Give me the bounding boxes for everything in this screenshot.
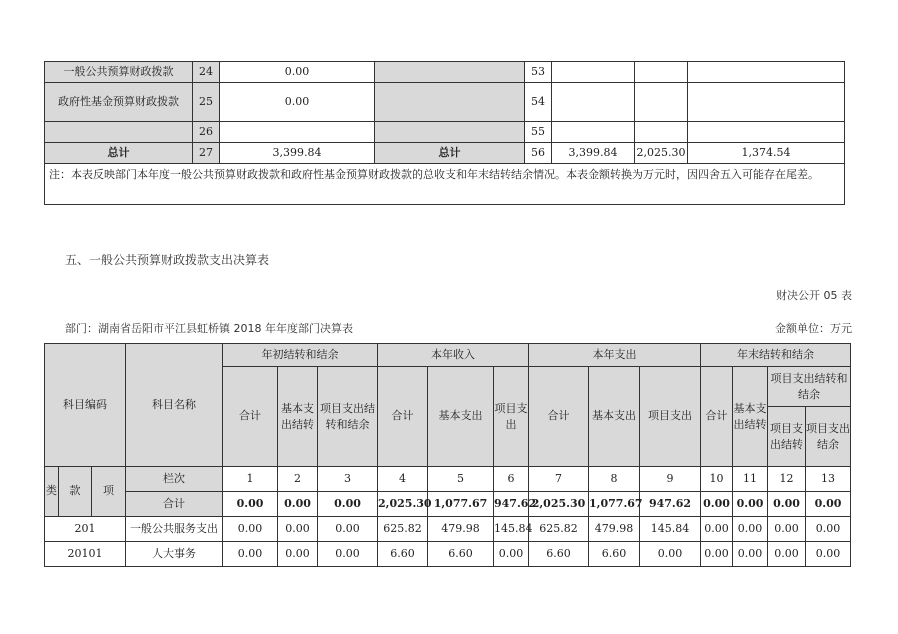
row-cell: 0.00 — [768, 542, 806, 567]
total-cell: 0.00 — [701, 492, 733, 517]
row-cell: 0.00 — [768, 517, 806, 542]
row-cell — [635, 62, 688, 83]
total-cell: 0.00 — [806, 492, 851, 517]
column-number-row — [45, 467, 851, 492]
total-label2: 总计 — [375, 143, 525, 164]
row-cell: 145.84 — [640, 517, 701, 542]
row-label2 — [375, 62, 525, 83]
row-cell — [552, 122, 635, 143]
row-cell: 145.84 — [494, 517, 529, 542]
form-code: 财决公开 05 表 — [776, 289, 852, 302]
column-number: 6 — [494, 467, 529, 492]
header-project: 项目支出 — [494, 367, 529, 467]
header-project-carry-sub: 项目支出结转 — [768, 407, 806, 467]
header-total: 合计 — [378, 367, 428, 467]
column-number: 11 — [733, 467, 768, 492]
total-amount: 3,399.84 — [220, 143, 375, 164]
column-number: 3 — [318, 467, 378, 492]
total-cell: 947.62 — [640, 492, 701, 517]
total-cell: 0.00 — [223, 492, 278, 517]
header-total: 合计 — [223, 367, 278, 467]
row-number2: 53 — [525, 62, 552, 83]
column-number: 4 — [378, 467, 428, 492]
row-name: 一般公共预算财政拨款 — [45, 62, 193, 83]
total-c2: 2,025.30 — [635, 143, 688, 164]
row-name: 一般公共服务支出 — [126, 517, 223, 542]
row-cell: 0.00 — [223, 517, 278, 542]
table-note: 注：本表反映部门本年度一般公共预算财政拨款和政府性基金预算财政拨款的总收支和年末结转结余情况。本表金额转换为万元时，因四舍五入可能存在尾差。 — [45, 164, 845, 205]
total-cell: 0.00 — [733, 492, 768, 517]
row-amount — [220, 122, 375, 143]
department-label: 部门：湖南省岳阳市平江县虹桥镇 2018 年年度部门决算表 — [65, 322, 353, 335]
row-cell: 0.00 — [640, 542, 701, 567]
row-number: 26 — [193, 122, 220, 143]
table-row — [45, 62, 845, 83]
row-amount: 0.00 — [220, 62, 375, 83]
row-label2 — [375, 122, 525, 143]
header-group-opening: 年初结转和结余 — [223, 344, 378, 367]
row-cell: 0.00 — [733, 517, 768, 542]
column-number: 7 — [529, 467, 589, 492]
row-number: 24 — [193, 62, 220, 83]
header-total: 合计 — [701, 367, 733, 467]
row-cell: 6.60 — [428, 542, 494, 567]
total-cell: 947.62 — [494, 492, 529, 517]
header-lei: 类 — [45, 467, 59, 517]
row-cell: 625.82 — [529, 517, 589, 542]
row-cell: 0.00 — [318, 517, 378, 542]
column-number: 5 — [428, 467, 494, 492]
header-group-expense: 本年支出 — [529, 344, 701, 367]
total-label: 合计 — [126, 492, 223, 517]
row-amount: 0.00 — [220, 83, 375, 122]
row-cell: 0.00 — [806, 517, 851, 542]
header-project: 项目支出 — [640, 367, 701, 467]
total-cell: 2,025.30 — [378, 492, 428, 517]
column-number: 13 — [806, 467, 851, 492]
row-cell: 479.98 — [428, 517, 494, 542]
header-total: 合计 — [529, 367, 589, 467]
row-cell: 6.60 — [589, 542, 640, 567]
row-cell: 6.60 — [378, 542, 428, 567]
header-name: 科目名称 — [126, 344, 223, 467]
column-number: 12 — [768, 467, 806, 492]
header-project-carry: 项目支出结转和结余 — [318, 367, 378, 467]
unit-label: 金额单位：万元 — [775, 322, 852, 335]
table-row — [45, 517, 851, 542]
total-c3: 1,374.54 — [688, 143, 845, 164]
row-cell: 479.98 — [589, 517, 640, 542]
total-cell: 0.00 — [318, 492, 378, 517]
row-cell: 0.00 — [278, 517, 318, 542]
header-basic-carry: 基本支出结转 — [733, 367, 768, 467]
header-code: 科目编码 — [45, 344, 126, 467]
total-number: 27 — [193, 143, 220, 164]
row-cell — [688, 62, 845, 83]
row-number: 25 — [193, 83, 220, 122]
column-number: 1 — [223, 467, 278, 492]
total-cell: 0.00 — [768, 492, 806, 517]
row-name — [45, 122, 193, 143]
row-cell — [552, 62, 635, 83]
total-c1: 3,399.84 — [552, 143, 635, 164]
header-basic: 基本支出 — [428, 367, 494, 467]
row-cell: 0.00 — [733, 542, 768, 567]
header-project-surplus: 项目支出结余 — [806, 407, 851, 467]
total-row — [45, 492, 851, 517]
header-xiang: 项 — [92, 467, 126, 517]
row-cell — [552, 83, 635, 122]
column-number: 10 — [701, 467, 733, 492]
table-row — [45, 542, 851, 567]
row-number2: 55 — [525, 122, 552, 143]
row-code: 201 — [45, 517, 126, 542]
table-row — [45, 122, 845, 143]
header-lanci: 栏次 — [126, 467, 223, 492]
row-cell: 0.00 — [494, 542, 529, 567]
header-row — [45, 344, 851, 367]
row-name: 政府性基金预算财政拨款 — [45, 83, 193, 122]
row-number2: 54 — [525, 83, 552, 122]
section-title: 五、一般公共预算财政拨款支出决算表 — [65, 253, 270, 267]
expenditure-table — [44, 343, 851, 567]
row-name: 人大事务 — [126, 542, 223, 567]
row-cell — [635, 83, 688, 122]
row-cell: 0.00 — [318, 542, 378, 567]
row-cell: 625.82 — [378, 517, 428, 542]
total-cell: 1,077.67 — [589, 492, 640, 517]
row-cell: 0.00 — [701, 542, 733, 567]
header-group-income: 本年收入 — [378, 344, 529, 367]
summary-table — [44, 61, 845, 205]
header-kuan: 款 — [59, 467, 92, 517]
row-cell — [688, 122, 845, 143]
header-project-group: 项目支出结转和结余 — [768, 367, 851, 407]
row-cell: 0.00 — [278, 542, 318, 567]
header-group-closing: 年末结转和结余 — [701, 344, 851, 367]
row-code: 20101 — [45, 542, 126, 567]
row-cell: 0.00 — [701, 517, 733, 542]
total-cell: 0.00 — [278, 492, 318, 517]
note-row — [45, 164, 845, 205]
row-cell: 0.00 — [223, 542, 278, 567]
row-label2 — [375, 83, 525, 122]
row-cell: 0.00 — [806, 542, 851, 567]
column-number: 9 — [640, 467, 701, 492]
column-number: 2 — [278, 467, 318, 492]
total-row — [45, 143, 845, 164]
row-cell: 6.60 — [529, 542, 589, 567]
table-row — [45, 83, 845, 122]
column-number: 8 — [589, 467, 640, 492]
total-label: 总计 — [45, 143, 193, 164]
total-number2: 56 — [525, 143, 552, 164]
header-basic: 基本支出 — [589, 367, 640, 467]
row-cell — [688, 83, 845, 122]
row-cell — [635, 122, 688, 143]
header-basic-carry: 基本支出结转 — [278, 367, 318, 467]
total-cell: 2,025.30 — [529, 492, 589, 517]
total-cell: 1,077.67 — [428, 492, 494, 517]
